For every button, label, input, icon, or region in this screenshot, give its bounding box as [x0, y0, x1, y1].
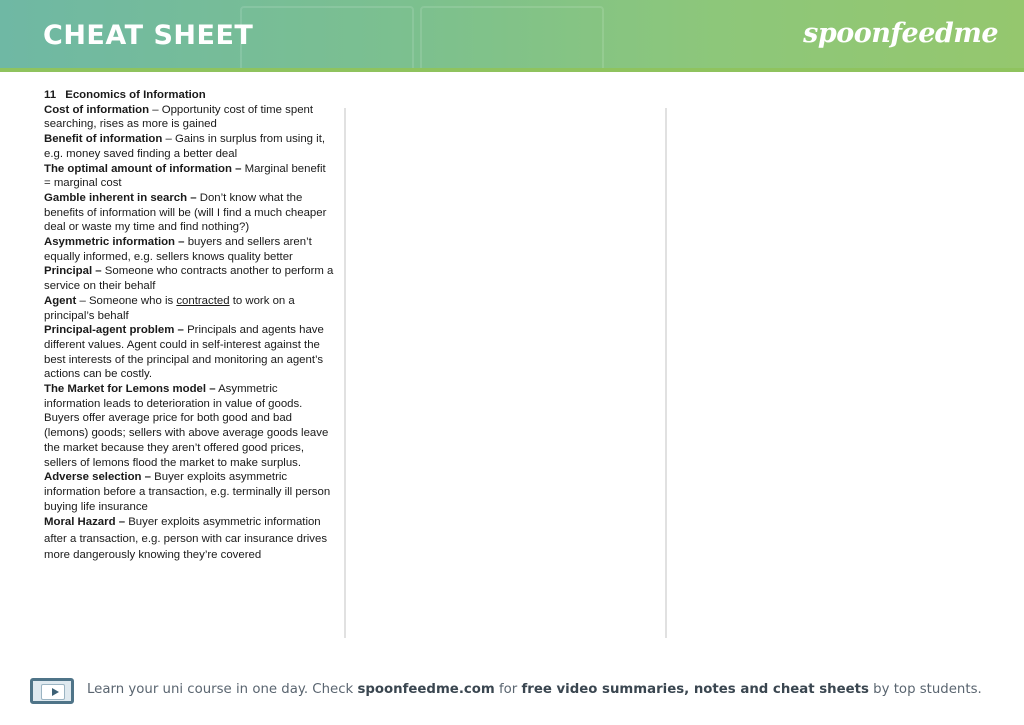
section-title: Economics of Information [65, 89, 206, 101]
entry-separator: – [76, 294, 89, 307]
entry-definition: Don’t know what the benefits of information will be (will I find a much cheaper deal or waste my time and find nothing?) [44, 191, 327, 234]
entry-definition: Gains in surplus from using it, e.g. money saved finding a better deal [44, 133, 326, 160]
entry-definition-underlined: contracted [176, 294, 230, 307]
entry-definition: Opportunity cost of time spent searching, rises as more is gained [44, 103, 314, 131]
section-heading [44, 88, 334, 103]
banner-book-graphic [240, 6, 414, 72]
definition-entry [44, 162, 334, 191]
column-divider [344, 108, 346, 638]
definition-entry [44, 235, 334, 264]
entry-term: Principal – [44, 265, 102, 278]
definition-entry [44, 514, 334, 564]
footer-text-part: for [494, 682, 522, 697]
entry-definition: Someone who is [88, 294, 177, 307]
brand-logo[interactable]: spoonfeedme [803, 18, 998, 49]
definition-entry [44, 382, 334, 470]
entry-term: Cost of information [44, 103, 150, 116]
section-number: 11 [44, 89, 57, 101]
banner-book-graphic [420, 6, 604, 72]
entry-definition: to work on a principal’s behalf [44, 294, 295, 322]
entry-definition: Principals and agents have different values. Agent could in self-interest against the best interests of the principal and monitoring an agent’s actions can be costly. [44, 324, 324, 381]
definition-entry [44, 470, 334, 514]
definition-entry [44, 103, 334, 132]
definition-entry [44, 294, 334, 323]
entry-definition: Asymmetric information leads to deterioration in value of goods. Buyers offer average price for both good and bad (lemons) goods; sellers with above average goods leave the market because they aren’t offered good prices, sellers of lemons flood the market to make surplus. [44, 383, 329, 469]
entry-term: Moral Hazard – [44, 516, 126, 529]
page-title: CHEAT SHEET [43, 20, 254, 51]
definition-entry [44, 264, 334, 293]
entry-separator: – [162, 133, 175, 146]
definition-entry [44, 132, 334, 161]
header-stripe [0, 68, 1024, 72]
entry-term: Adverse selection – [44, 471, 151, 484]
entry-term: Benefit of information [44, 133, 163, 146]
definition-entry [44, 323, 334, 382]
definition-entry [44, 191, 334, 235]
video-play-icon[interactable] [30, 678, 74, 704]
footer-text-part: Learn your uni course in one day. Check [87, 682, 358, 697]
header-banner [0, 0, 1024, 72]
entry-definition: buyers and sellers aren’t equally informed, e.g. sellers knows quality better [44, 236, 312, 263]
column-divider [665, 108, 667, 638]
footer-offer-text: free video summaries, notes and cheat sheets [521, 682, 869, 697]
entry-term: Agent [44, 294, 77, 307]
footer-text-part: by top students. [868, 682, 982, 697]
footer-site-link[interactable]: spoonfeedme.com [357, 682, 495, 697]
entry-separator: – [149, 103, 162, 116]
entry-definition: Buyer exploits asymmetric information before a transaction, e.g. terminally ill person buying life insurance [44, 471, 331, 513]
entry-definition: Someone who contracts another to perform a service on their behalf [44, 265, 334, 293]
entry-term: The Market for Lemons model – [44, 383, 216, 396]
entry-term: Principal-agent problem – [44, 324, 184, 337]
play-icon [52, 688, 59, 696]
entry-definition: Marginal benefit = marginal cost [44, 162, 326, 190]
entry-definition: Buyer exploits asymmetric information after a transaction, e.g. person with car insurance drives more dangerously knowing they’re covered [44, 516, 328, 562]
entry-term: Asymmetric information – [44, 236, 185, 249]
entry-term: Gamble inherent in search – [44, 191, 197, 204]
cheat-sheet-column [44, 88, 334, 564]
footer-promo-text [87, 682, 982, 697]
footer-banner [0, 672, 1024, 712]
entry-term: The optimal amount of information – [44, 162, 242, 175]
